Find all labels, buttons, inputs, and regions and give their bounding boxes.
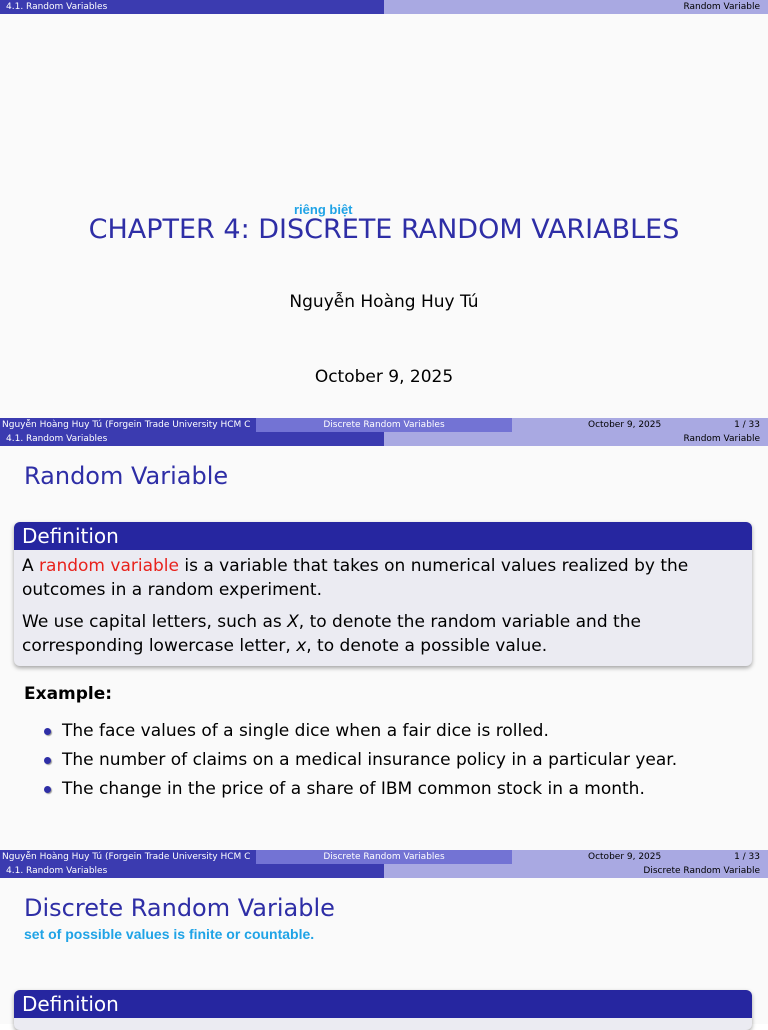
list-item: The number of claims on a medical insurance policy in a particular year.	[40, 746, 677, 775]
footer-author: Nguyễn Hoàng Huy Tú (Forgein Trade University HCM C	[0, 850, 256, 864]
handwritten-annotation: set of possible values is finite or countable.	[24, 926, 315, 942]
handwritten-annotation: riêng biệt	[294, 202, 353, 217]
header-subsection: Random Variable	[384, 0, 768, 14]
slide3-header	[0, 864, 768, 878]
slide1-header	[0, 0, 768, 14]
bullet-icon	[44, 786, 51, 793]
footer-page: 1 / 33	[734, 420, 760, 430]
slide-title	[0, 0, 768, 418]
footer-date-page	[512, 418, 768, 432]
definition-block	[14, 522, 752, 666]
frame-title: Discrete Random Variable	[24, 894, 335, 922]
frame-title: Random Variable	[24, 462, 229, 490]
header-subsection: Discrete Random Variable	[384, 864, 768, 878]
bullet-icon	[44, 728, 51, 735]
list-item: The face values of a single dice when a fair dice is rolled.	[40, 717, 677, 746]
header-section: 4.1. Random Variables	[0, 432, 384, 446]
footer-title: Discrete Random Variables	[256, 418, 512, 432]
footer-date: October 9, 2025	[588, 420, 662, 430]
slide1-footer	[0, 418, 768, 432]
definition-title: Definition	[14, 990, 752, 1018]
footer-title: Discrete Random Variables	[256, 850, 512, 864]
header-section: 4.1. Random Variables	[0, 0, 384, 14]
example-list	[40, 717, 677, 804]
slide2-footer	[0, 850, 768, 864]
definition-title: Definition	[14, 522, 752, 550]
author-name: Nguyễn Hoàng Huy Tú	[289, 292, 479, 312]
header-section: 4.1. Random Variables	[0, 864, 384, 878]
chapter-title: CHAPTER 4: DISCRETE RANDOM VARIABLES	[88, 214, 680, 245]
definition-block	[14, 990, 752, 1030]
footer-date-page	[512, 850, 768, 864]
footer-date: October 9, 2025	[588, 852, 662, 862]
bullet-icon	[44, 757, 51, 764]
definition-paragraph-2: We use capital letters, such as X, to denote the random variable and the corresponding lowercase letter, x, to denote a possible value.	[22, 612, 641, 656]
definition-paragraph-1: A random variable is a variable that takes on numerical values realized by the outcomes in a random experiment.	[22, 556, 689, 600]
highlighted-term: random variable	[39, 556, 179, 576]
header-subsection: Random Variable	[384, 432, 768, 446]
presentation-date: October 9, 2025	[314, 367, 454, 387]
footer-page: 1 / 33	[734, 852, 760, 862]
example-label: Example:	[24, 684, 113, 704]
definition-body	[14, 550, 752, 666]
list-item: The change in the price of a share of IBM common stock in a month.	[40, 775, 677, 804]
footer-author: Nguyễn Hoàng Huy Tú (Forgein Trade University HCM C	[0, 418, 256, 432]
slide2-header	[0, 432, 768, 446]
